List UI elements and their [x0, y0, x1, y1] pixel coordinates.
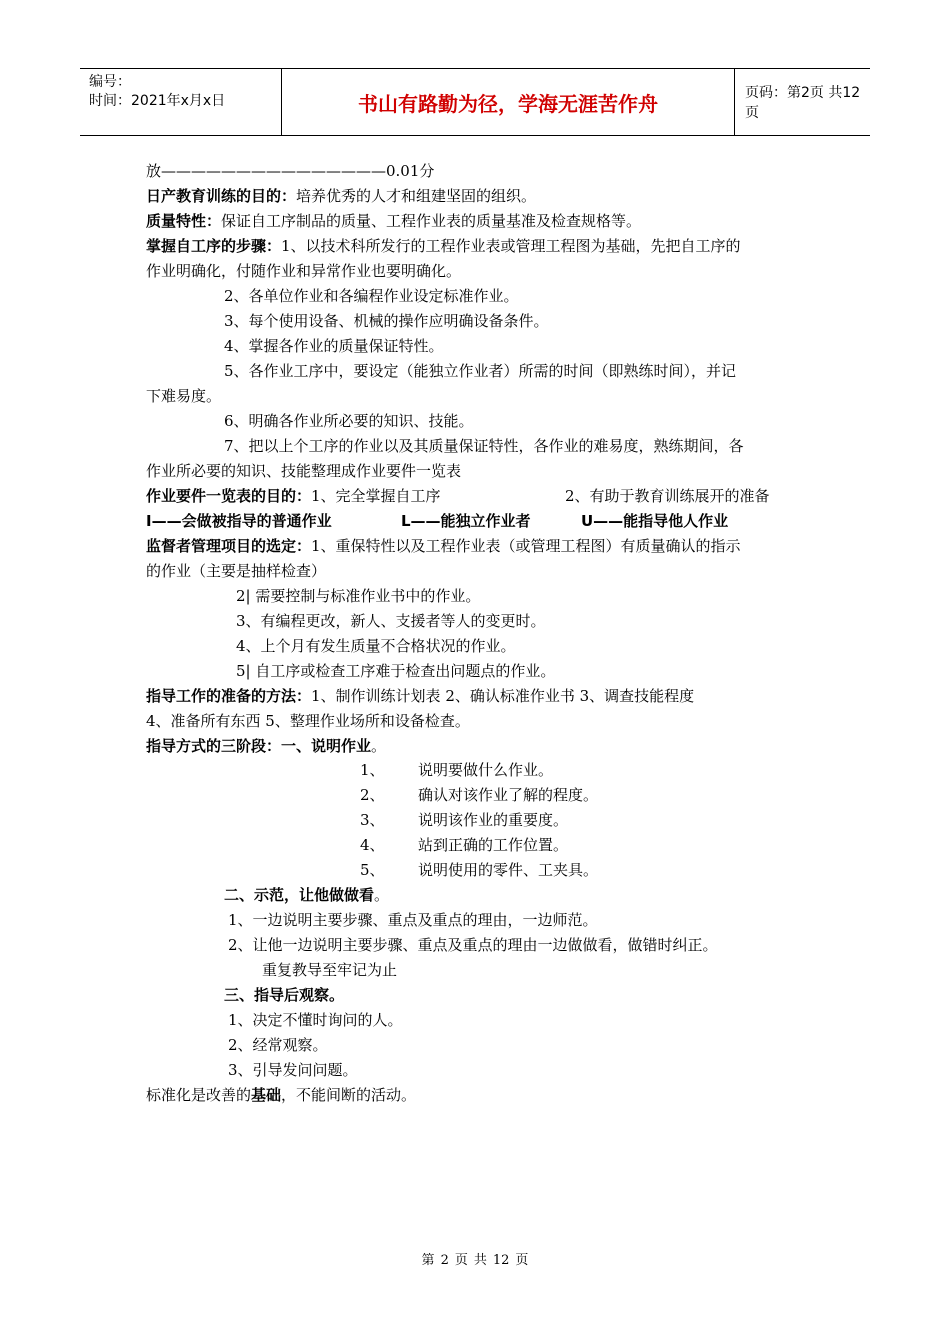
body-line: 二、示范，让他做做看。: [224, 886, 390, 904]
step-text: 说明要做什么作业。: [418, 761, 554, 779]
bold-heading: 日产教育训练的目的：: [146, 187, 297, 205]
step-number: 5、: [360, 861, 385, 879]
page-footer: 第 2 页 共 12 页: [421, 1253, 529, 1268]
body-line: 下难易度。: [146, 387, 222, 405]
body-line: 的作业（主要是抽样检查）: [146, 562, 327, 580]
body-line: 1、决定不懂时询问的人。: [228, 1011, 403, 1029]
body-line: 3、有编程更改，新人、支援者等人的变更时。: [236, 612, 546, 630]
body-line: 2、让他一边说明主要步骤、重点及重点的理由一边做做看，做错时纠正。: [228, 936, 718, 954]
step-number: 4、: [360, 836, 385, 854]
body-line: 放———————————————0.01分: [146, 162, 435, 180]
header-motto: 书山有路勤为径，学海无涯苦作舟: [282, 69, 735, 135]
number-label: 编号：: [89, 74, 131, 90]
step-text: 站到正确的工作位置。: [418, 836, 569, 854]
bold-heading: 指导工作的准备的方法：: [146, 687, 312, 705]
bold-heading: 掌握自工序的步骤：: [146, 237, 282, 255]
body-line: 指导方式的三阶段：一、说明作业。: [146, 737, 387, 755]
body-line: 质量特性：保证自工序制品的质量、工程作业表的质量基准及检查规格等。: [146, 212, 642, 230]
body-line: 4、上个月有发生质量不合格状况的作业。: [236, 637, 516, 655]
body-line: 5、各作业工序中，要设定（能独立作业者）所需的时间（即熟练时间），并记: [224, 362, 737, 380]
body-line: 2、经常观察。: [228, 1036, 328, 1054]
step-text: 说明该作业的重要度。: [418, 811, 569, 829]
step-number: 2、: [360, 786, 385, 804]
level-u-label: U——能指导他人作业: [581, 512, 729, 530]
level-i-label: I——会做被指导的普通作业: [146, 512, 332, 530]
step-text: 确认对该作业了解的程度。: [418, 786, 599, 804]
body-line: 7、把以上个工序的作业以及其质量保证特性，各作业的难易度，熟练期间，各: [224, 437, 744, 455]
body-line: 作业所必要的知识、技能整理成作业要件一览表: [146, 462, 462, 480]
body-line: 指导工作的准备的方法：1、制作训练计划表 2、确认标准作业书 3、调查技能程度: [146, 687, 695, 705]
body-line: 监督者管理项目的选定：1、重保特性以及工程作业表（或管理工程图）有质量确认的指示: [146, 537, 741, 555]
level-l-label: L——能独立作业者: [401, 512, 531, 530]
step-number: 1、: [360, 761, 385, 779]
body-line: 作业明确化，付随作业和异常作业也要明确化。: [146, 262, 462, 280]
bold-heading: 质量特性：: [146, 212, 222, 230]
body-line: 2、有助于教育训练展开的准备: [565, 487, 770, 505]
header-left-cell: [80, 69, 282, 135]
step-number: 3、: [360, 811, 385, 829]
body-line: 4、掌握各作业的质量保证特性。: [224, 337, 444, 355]
body-line: 作业要件一览表的目的：1、完全掌握自工序: [146, 487, 441, 505]
header-page-label: 页码：第2页 共12页: [745, 85, 861, 121]
body-line: 3、每个使用设备、机械的操作应明确设备条件。: [224, 312, 549, 330]
body-line: 标准化是改善的基础，不能间断的活动。: [146, 1086, 417, 1104]
bold-heading: 指导方式的三阶段：一、说明作业: [146, 737, 372, 755]
current-page-number: 2: [440, 1253, 449, 1268]
header-table: [80, 68, 870, 136]
body-line: 4、准备所有东西 5、整理作业场所和设备检查。: [146, 712, 470, 730]
body-line: 2、各单位作业和各编程作业设定标准作业。: [224, 287, 519, 305]
body-line: 重复教导至牢记为止: [262, 961, 398, 979]
bold-heading: 二、示范，让他做做看: [224, 886, 375, 904]
bold-word: 基础: [251, 1086, 282, 1104]
body-line: 6、明确各作业所必要的知识、技能。: [224, 412, 474, 430]
body-line: 掌握自工序的步骤：1、以技术科所发行的工程作业表或管理工程图为基础，先把自工序的: [146, 237, 741, 255]
total-page-number: 12: [492, 1253, 510, 1268]
body-line: 5| 自工序或检查工序难于检查出问题点的作业。: [236, 662, 556, 680]
step-text: 说明使用的零件、工夹具。: [418, 861, 599, 879]
body-line: 日产教育训练的目的：培养优秀的人才和组建坚固的组织。: [146, 187, 537, 205]
body-line: 1、一边说明主要步骤、重点及重点的理由，一边师范。: [228, 911, 598, 929]
time-label: 时间：2021年x月x日: [89, 93, 226, 109]
bold-heading: 作业要件一览表的目的：: [146, 487, 312, 505]
body-line: 3、引导发问问题。: [228, 1061, 358, 1079]
body-line: 2| 需要控制与标准作业书中的作业。: [236, 587, 481, 605]
bold-heading: 三、指导后观察。: [224, 986, 345, 1004]
bold-heading: 监督者管理项目的选定：: [146, 537, 312, 555]
